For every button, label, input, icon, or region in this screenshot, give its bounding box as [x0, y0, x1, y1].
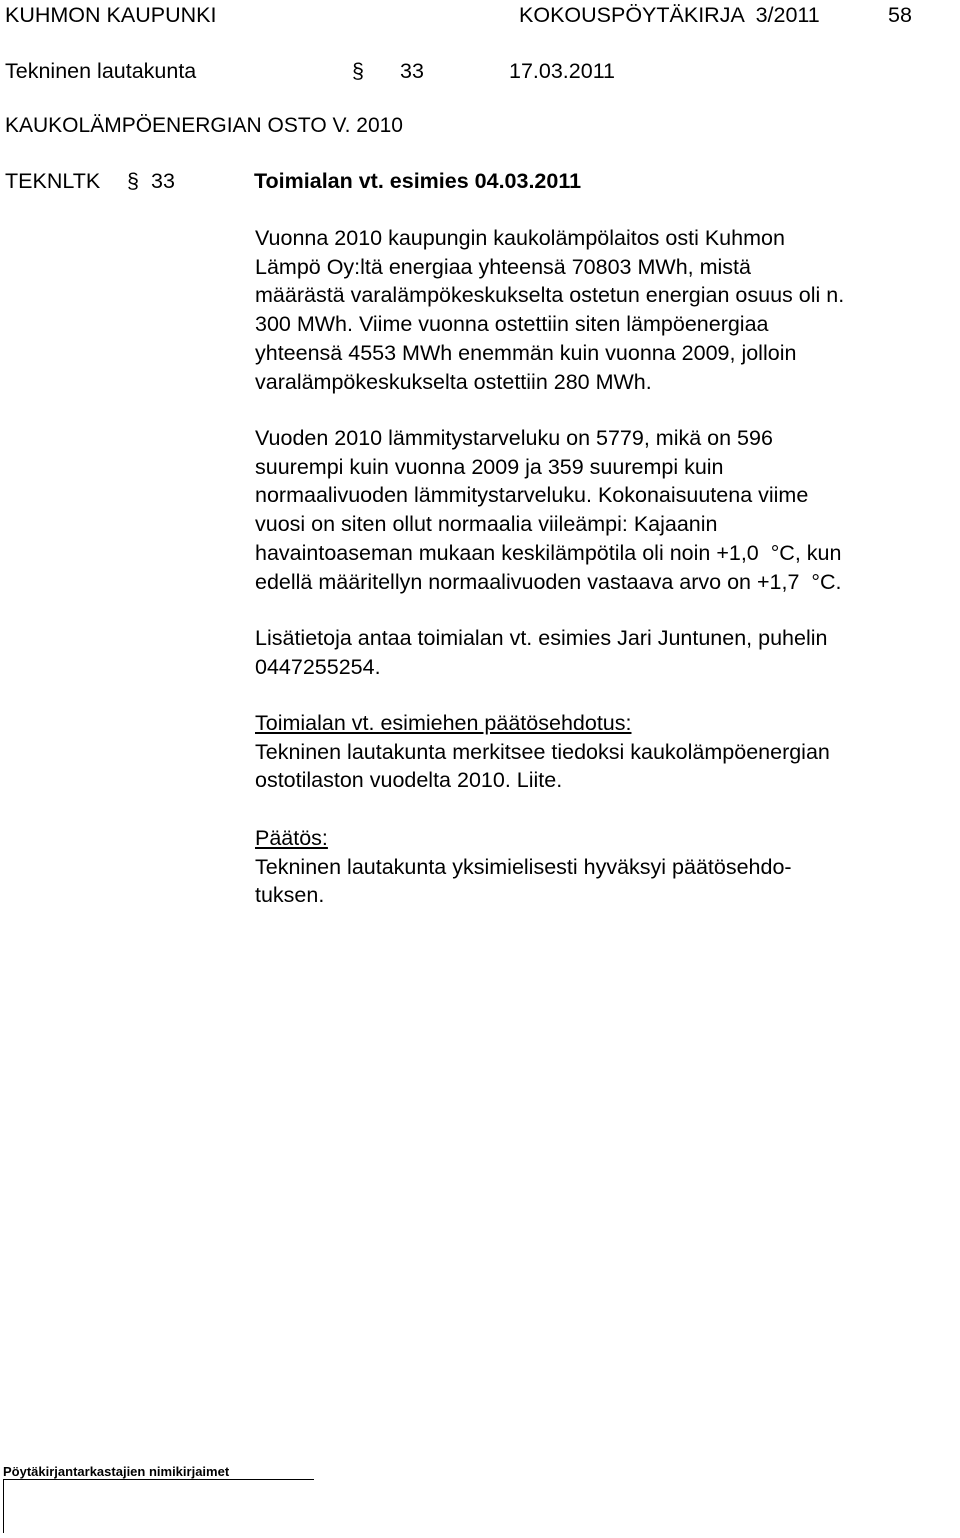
footer-initials-label: Pöytäkirjantarkastajien nimikirjaimet	[3, 1464, 230, 1479]
proposal-section	[255, 709, 945, 795]
paragraph-line: vuosi on siten ollut normaalia viileämpi: Kajaanin	[255, 512, 718, 537]
paragraph-line: havaintoaseman mukaan keskilämpötila oli noin +1,0 °C, kun	[255, 540, 842, 565]
reference-section-number: 33	[151, 169, 175, 193]
paragraph-line: Lisätietoja antaa toimialan vt. esimies Jari Juntunen, puhelin	[255, 626, 828, 650]
organization-name: KUHMON KAUPUNKI	[5, 3, 217, 27]
paragraph-line: Vuoden 2010 lämmitystarveluku on 5779, mikä on 596	[255, 426, 773, 450]
proposal-line: Tekninen lautakunta merkitsee tiedoksi kaukolämpöenergian	[255, 739, 830, 764]
paragraph-line: yhteensä 4553 MWh enemmän kuin vuonna 2009, jolloin	[255, 340, 797, 365]
section-number: 33	[400, 59, 424, 83]
proposal-heading	[255, 709, 945, 738]
paragraph-line: 0447255254.	[255, 654, 381, 679]
paragraph-line: Lämpö Oy:ltä energiaa yhteensä 70803 MWh, mistä	[255, 254, 751, 279]
paragraph-energy-purchase	[255, 224, 945, 396]
paragraph-line: Vuonna 2010 kaupungin kaukolämpölaitos osti Kuhmon	[255, 226, 785, 250]
document-title: KOKOUSPÖYTÄKIRJA 3/2011	[519, 3, 820, 27]
board-name: Tekninen lautakunta	[5, 59, 197, 83]
footer-divider	[3, 1479, 314, 1480]
page-number: 58	[888, 3, 912, 27]
decision-line: Tekninen lautakunta yksimielisesti hyväksyi päätösehdo-	[255, 854, 792, 879]
reference-code: TEKNLTK	[5, 169, 101, 193]
reference-section-symbol: §	[127, 169, 139, 193]
paragraph-heating-demand	[255, 424, 945, 596]
item-title: KAUKOLÄMPÖENERGIAN OSTO V. 2010	[5, 114, 403, 137]
paragraph-line: määrästä varalämpökeskukselta ostetun energian osuus oli n.	[255, 283, 845, 308]
proposal-label: Toimialan vt. esimiehen päätösehdotus:	[255, 711, 632, 735]
paragraph-contact-info	[255, 624, 945, 681]
decision-line: tuksen.	[255, 883, 325, 908]
decision-label: Päätös:	[255, 826, 328, 850]
paragraph-line: suurempi kuin vuonna 2009 ja 359 suurempi kuin	[255, 454, 724, 479]
paragraph-line: varalämpökeskukselta ostettiin 280 MWh.	[255, 369, 652, 394]
decision-heading	[255, 824, 945, 853]
proposal-line: ostotilaston vuodelta 2010. Liite.	[255, 768, 563, 793]
initials-box-edge	[3, 1479, 4, 1533]
reference-heading: Toimialan vt. esimies 04.03.2011	[254, 169, 582, 193]
decision-section	[255, 824, 945, 910]
paragraph-line: edellä määritellyn normaalivuoden vastaava arvo on +1,7 °C.	[255, 569, 842, 594]
section-symbol: §	[352, 59, 364, 83]
paragraph-line: 300 MWh. Viime vuonna ostettiin siten lämpöenergiaa	[255, 312, 769, 337]
paragraph-line: normaalivuoden lämmitystarveluku. Kokonaisuutena viime	[255, 483, 809, 508]
meeting-date: 17.03.2011	[509, 59, 616, 83]
